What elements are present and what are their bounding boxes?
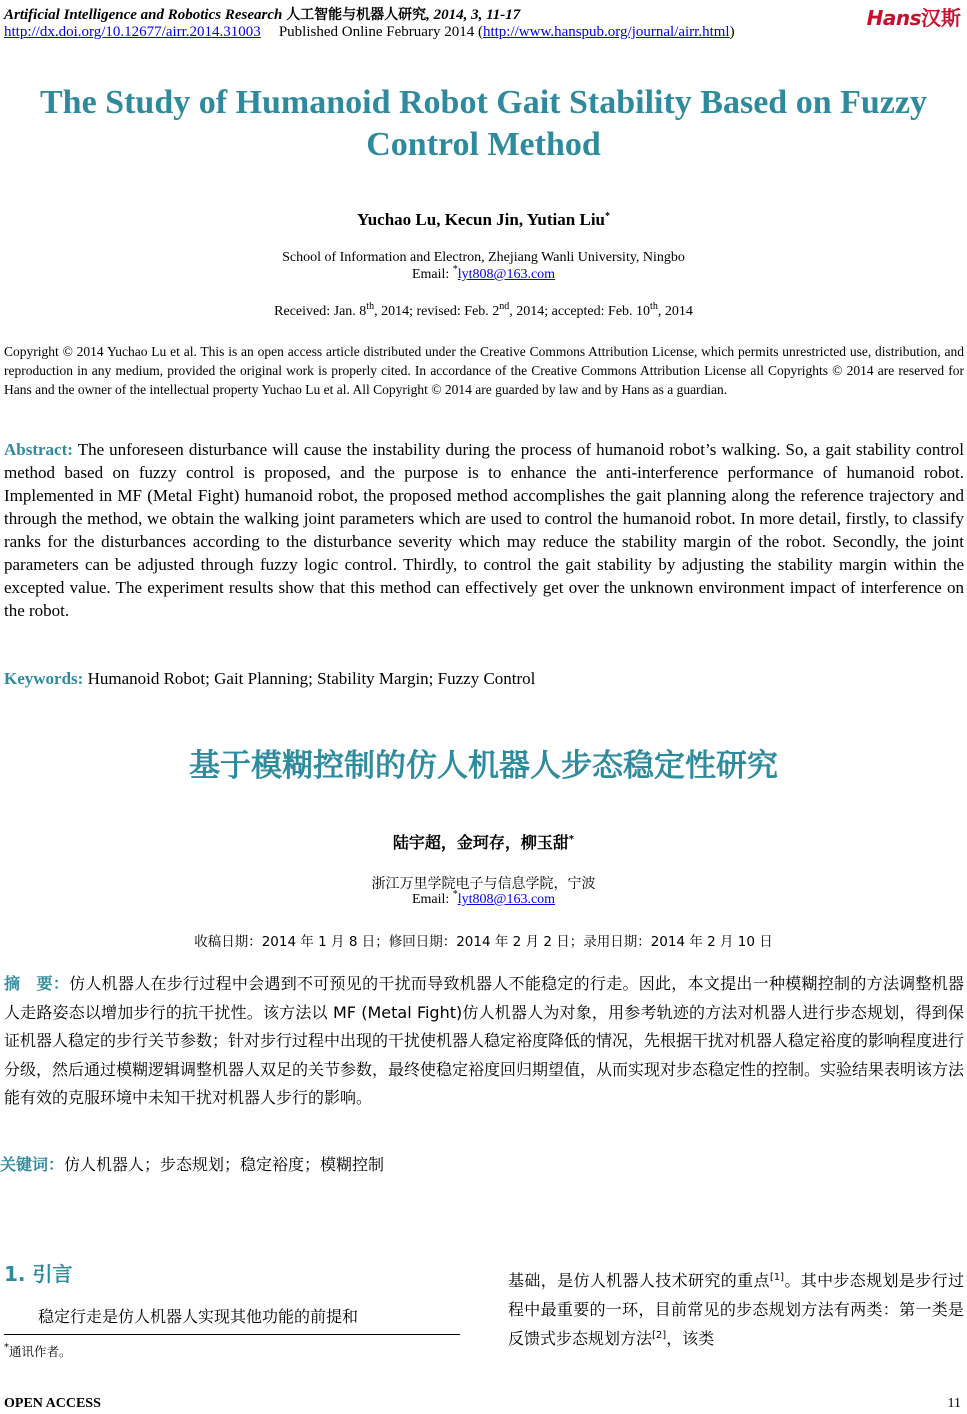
abstract-text-en: The unforeseen disturbance will cause the instability during the process of humanoid robot’s walking. So, a gait stability control method based on fuzzy control is proposed, and the purpose is to enhance the anti-interference performance of humanoid robot. Implemented in MF (Metal Fight) humanoid robot, the proposed method accomplishes the gait planning along the reference trajectory and through the method, we obtain the walking joint parameters which are used to control the humanoid robot. In more detail, firstly, to classify ranks for the disturbances according to the disturbance severity which may reduce the stability margin of the robot. Secondly, the joint parameters can be adjusted through fuzzy logic control. Thirdly, to control the gait stability by adjusting the stability margin within the excepted value. The experiment results show that this method can effectively get over the unknown environment impact of interference on the robot. [4, 440, 964, 620]
affiliation-en: School of Information and Electron, Zhejiang Wanli University, Ningbo [282, 250, 685, 265]
doi-line [4, 24, 735, 41]
page-number: 11 [947, 1396, 961, 1411]
footnote-mark: * [4, 1342, 9, 1353]
author-names-en: Yuchao Lu, Kecun Jin, Yutian Liu [356, 210, 605, 229]
journal-name-en: Artificial Intelligence and Robotics Research [4, 7, 283, 23]
revised-text: , 2014; revised: Feb. 2 [374, 304, 500, 319]
abstract-cn [4, 970, 964, 1113]
doi-link[interactable]: http://dx.doi.org/10.12677/airr.2014.31003 [4, 24, 261, 40]
abstract-en [4, 438, 964, 622]
abstract-label: Abstract: [4, 440, 73, 459]
affiliation-cn: 浙江万里学院电子与信息学院，宁波 [371, 876, 596, 892]
keywords-cn [0, 1153, 384, 1177]
authors-en [0, 210, 967, 230]
abstract-text-cn: 仿人机器人在步行过程中会遇到不可预见的干扰而导致机器人不能稳定的行走。因此，本文提出一种模糊控制的方法调整机器人走路姿态以增加步行的抗干扰性。该方法以 MF (Metal Fight)仿人机器人为对象，用参考轨迹的方法对机器人进行步态规划，得到保证机器人稳定的步行关节参数；针对步行过程中出现的干扰使机器人稳定裕度降低的情况，先根据干扰对机器人稳定裕度的影响程度进行分级，然后通过模糊逻辑调整机器人双足的关节参数，最终使稳定裕度回归期望值，从而实现对步态稳定性的控制。实验结果表明该方法能有效的克服环境中未知干扰对机器人步行的影响。 [4, 974, 965, 1107]
intro-text: ，该类 [666, 1329, 715, 1348]
intro-text: 基础，是仿人机器人技术研究的重点 [508, 1271, 770, 1290]
open-access-label: OPEN ACCESS [4, 1396, 101, 1411]
email-line-cn [0, 889, 967, 908]
email-label: Email: [411, 892, 453, 907]
keywords-en [4, 667, 964, 690]
year-text: , 2014 [657, 304, 693, 319]
keywords-text-en: Humanoid Robot; Gait Planning; Stability Margin; Fuzzy Control [87, 669, 536, 688]
published-prefix: Published Online February 2014 ( [278, 24, 483, 40]
abstract-label-cn: 摘 要： [4, 974, 70, 993]
footnote [4, 1342, 72, 1360]
keywords-label: Keywords: [4, 669, 84, 688]
logo-text-en: Hans [866, 6, 921, 30]
date-suffix: nd [499, 301, 510, 312]
intro-text: 。其中步态规划是步行过程中最重要的一环，目前常见的步态规划方法有两类：第一类是反馈式步态规划方法 [508, 1271, 964, 1348]
email-mark: * [452, 889, 458, 900]
footnote-text: 通讯作者。 [9, 1344, 72, 1359]
email-mark: * [452, 264, 458, 275]
author-names-cn: 陆宇超，金珂存，柳玉甜 [392, 833, 569, 852]
received-dates [0, 301, 967, 320]
journal-name-cn: 人工智能与机器人研究 [286, 7, 427, 23]
paper-title-en: The Study of Humanoid Robot Gait Stability Based on Fuzzy Control Method [40, 84, 927, 163]
keywords-label-cn: 关键词： [0, 1155, 65, 1174]
citation-ref[interactable]: [1] [769, 1272, 784, 1283]
journal-citation [4, 4, 520, 24]
email-link[interactable]: lyt808@163.com [457, 892, 556, 907]
email-link[interactable]: lyt808@163.com [457, 267, 556, 282]
footnote-divider [4, 1334, 460, 1335]
authors-cn [0, 830, 967, 853]
journal-url-link[interactable]: http://www.hanspub.org/journal/airr.html [482, 24, 730, 40]
intro-paragraph-left: 稳定行走是仿人机器人实现其他功能的前提和 [38, 1307, 359, 1326]
date-suffix: th [366, 301, 375, 312]
published-suffix: ) [729, 24, 735, 40]
citation-ref[interactable]: [2] [652, 1330, 667, 1341]
date-suffix: th [650, 301, 658, 312]
received-text: Received: Jan. 8 [274, 304, 367, 319]
dates-cn: 收稿日期：2014 年 1 月 8 日；修回日期：2014 年 2 月 2 日；录用日期：2014 年 2 月 10 日 [194, 934, 773, 950]
logo-text-cn: 汉斯 [921, 6, 961, 30]
section-heading: 1. 引言 [4, 1262, 73, 1286]
email-label: Email: [411, 267, 453, 282]
paper-title-cn: 基于模糊控制的仿人机器人步态稳定性研究 [189, 748, 778, 784]
corresponding-mark: * [568, 834, 575, 845]
intro-paragraph-right [508, 1266, 964, 1353]
volume-info: , 2014, 3, 11-17 [426, 7, 521, 23]
copyright-notice: Copyright © 2014 Yuchao Lu et al. This is an open access article distributed under the Creative Commons Attribution License, which permits unrestricted use, distribution, and reproduction in any medium, provided the original work is properly cited. In accordance of the Creative Commons Attribution License all Copyrights © 2014 are reserved for Hans and the owner of the intellectual property Yuchao Lu et al. All Copyright © 2014 are guarded by law and by Hans as a guardian. [4, 344, 964, 397]
corresponding-mark: * [605, 211, 610, 222]
keywords-text-cn: 仿人机器人；步态规划；稳定裕度；模糊控制 [64, 1155, 385, 1174]
publisher-logo [867, 2, 961, 31]
accepted-text: , 2014; accepted: Feb. 10 [509, 304, 651, 319]
email-line-en [0, 264, 967, 283]
